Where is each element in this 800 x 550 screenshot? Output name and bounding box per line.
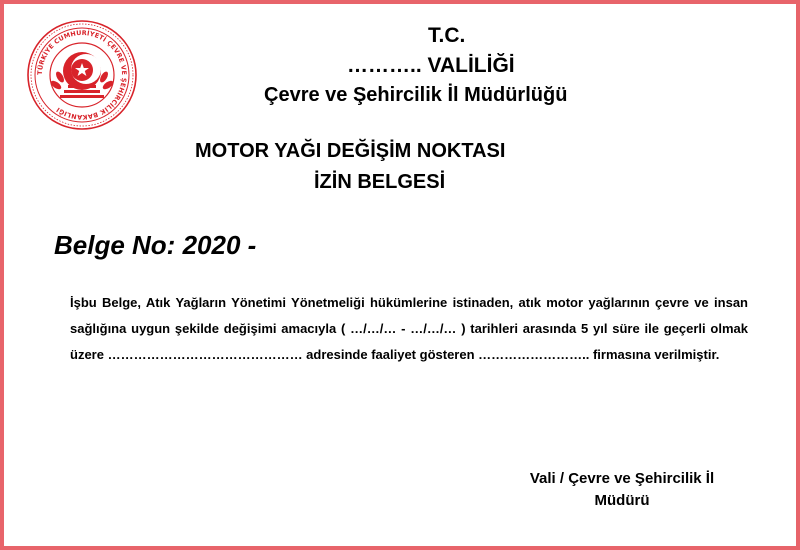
ministry-seal-logo <box>26 19 138 131</box>
document-title-line2: İZİN BELGESİ <box>314 171 446 193</box>
document-title-line1: MOTOR YAĞI DEĞİŞİM NOKTASI <box>195 140 506 162</box>
signature-block <box>497 468 747 512</box>
header-mudurluk: Çevre ve Şehircilik İl Müdürlüğü <box>264 84 568 106</box>
signature-line2: Müdürü <box>594 492 650 509</box>
header-valilik: ……….. VALİLİĞİ <box>347 54 515 77</box>
permit-body-text: İşbu Belge, Atık Yağların Yönetimi Yönetmeliği hükümlerine istinaden, atık motor yağlarının çevre ve insan sağlığına uygun şekilde değişimi amacıyla ( …/…/… - …/…/… ) tarihleri arasında 5 yıl süre ile geçerli olmak üzere ……………………………………… adresinde faaliyet gösteren …………………….. firmasına verilmiştir. <box>70 295 748 362</box>
signature-line1: Vali / Çevre ve Şehircilik İl <box>529 470 715 487</box>
header-tc: T.C. <box>428 24 466 47</box>
belge-number: Belge No: 2020 - <box>54 230 257 260</box>
seal-ring-text: TÜRKİYE CUMHURİYETİ ÇEVRE VE ŞEHİRCİLİK BAKANLIĞI <box>35 28 129 122</box>
